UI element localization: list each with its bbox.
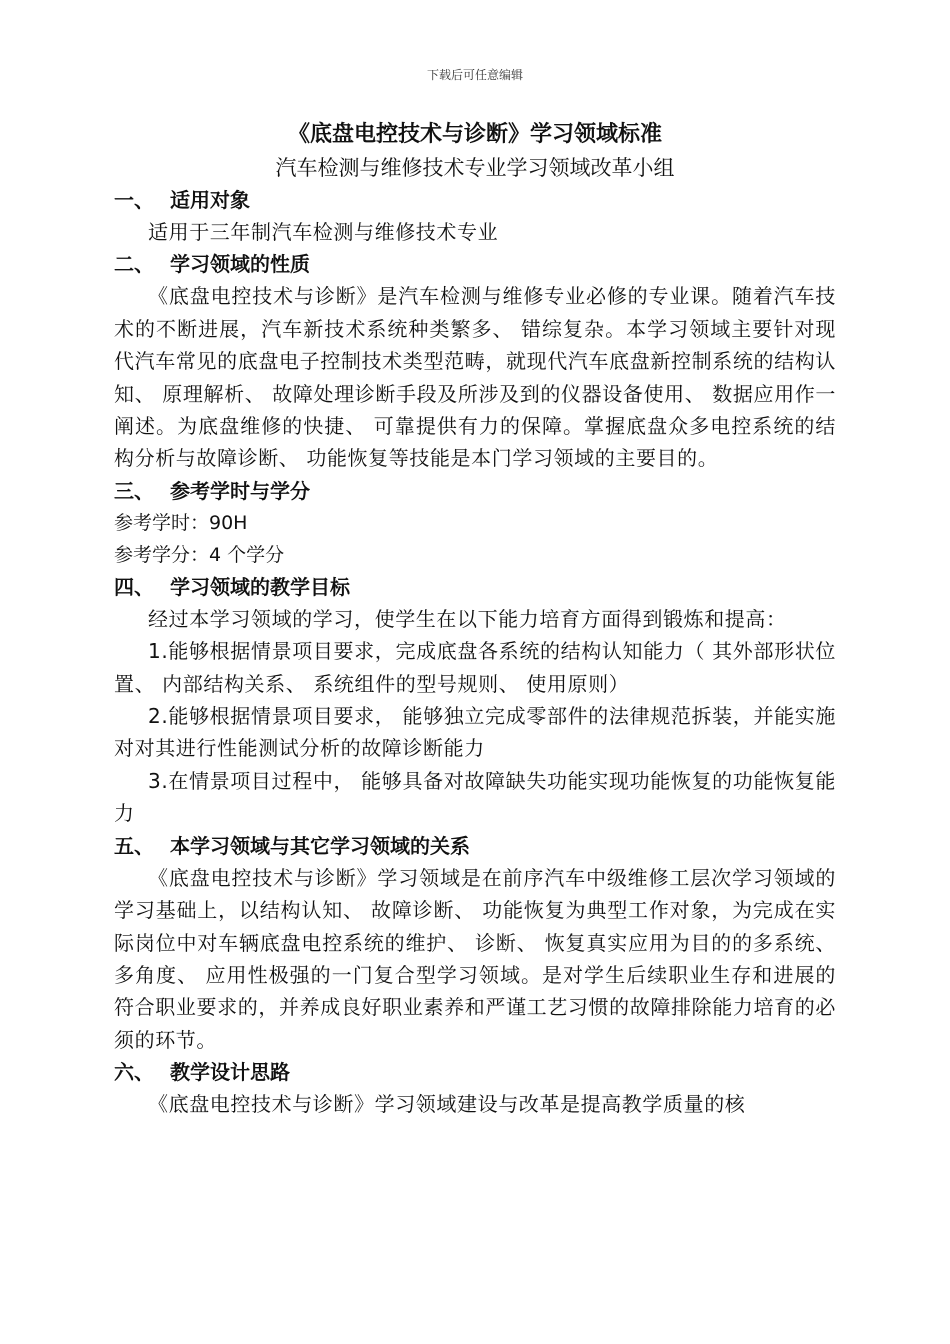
section-heading-1 (114, 184, 836, 216)
objective-item: 1.能够根据情景项目要求，完成底盘各系统的结构认知能力（ 其外部形状位置、 内部结构关系、 系统组件的型号规则、 使用原则） (114, 639, 836, 696)
objective-item: 3.在情景项目过程中， 能够具备对故障缺失功能实现功能恢复的功能恢复能力 (114, 768, 836, 826)
section-title: 学习领域的性质 (170, 252, 310, 277)
section-title: 学习领域的教学目标 (170, 574, 350, 599)
section-heading-5 (114, 830, 836, 862)
section-number: 四、 (114, 574, 154, 599)
section-1-body: 适用于三年制汽车检测与维修技术专业 (148, 220, 499, 244)
document-title: 《底盘电控技术与诊断》学习领域标准 (287, 122, 662, 147)
section-number: 一、 (114, 188, 154, 212)
header-note: 下载后可任意编辑 (426, 68, 523, 82)
section-heading-4 (114, 571, 836, 603)
document-body (114, 118, 836, 1121)
section-number: 二、 (114, 252, 154, 277)
section-heading-6 (114, 1056, 836, 1088)
section-6-body: 《底盘电控技术与诊断》学习领域建设与改革是提高教学质量的核 (148, 1092, 746, 1117)
section-number: 五、 (114, 833, 154, 858)
section-title: 参考学时与学分 (170, 478, 310, 503)
document-subtitle: 汽车检测与维修技术专业学习领域改革小组 (275, 156, 675, 180)
section-title: 教学设计思路 (170, 1060, 290, 1085)
section-title: 本学习领域与其它学习领域的关系 (170, 833, 470, 858)
section-number: 三、 (114, 478, 154, 503)
section-heading-2 (114, 248, 836, 280)
section-number: 六、 (114, 1060, 154, 1085)
section-heading-3 (114, 475, 836, 507)
section-5-body: 《底盘电控技术与诊断》学习领域是在前序汽车中级维修工层次学习领域的学习基础上，以结构认知、 故障诊断、 功能恢复为典型工作对象，为完成在实际岗位中对车辆底盘电控系统的维护、 诊断、 恢复真实应用为目的的多系统、 多角度、 应用性极强的一门复合型学习领域。是对学生后续职业生存和进展的符合职业要求的，并养成良好职业素养和严谨工艺习惯的故障排除能力培育的必须的环节。 (114, 865, 836, 1052)
reference-credits: 参考学分：4 个学分 (114, 543, 285, 566)
section-4-intro: 经过本学习领域的学习，使学生在以下能力培育方面得到锻炼和提高： (148, 606, 787, 631)
reference-hours: 参考学时：90H (114, 511, 248, 534)
section-title: 适用对象 (170, 188, 250, 212)
objective-item: 2.能够根据情景项目要求， 能够独立完成零部件的法律规范拆装，并能实施对对其进行性能测试分析的故障诊断能力 (114, 704, 836, 761)
section-2-body: 《底盘电控技术与诊断》是汽车检测与维修专业必修的专业课。随着汽车技术的不断进展，汽车新技术系统种类繁多、 错综复杂。本学习领域主要针对现代汽车常见的底盘电子控制技术类型范畴，就现代汽车底盘新控制系统的结构认知、 原理解析、 故障处理诊断手段及所涉及到的仪器设备使用、 数据应用作一阐述。为底盘维修的快捷、 可靠提供有力的保障。掌握底盘众多电控系统的结构分析与故障诊断、 功能恢复等技能是本门学习领域的主要目的。 (114, 284, 836, 471)
